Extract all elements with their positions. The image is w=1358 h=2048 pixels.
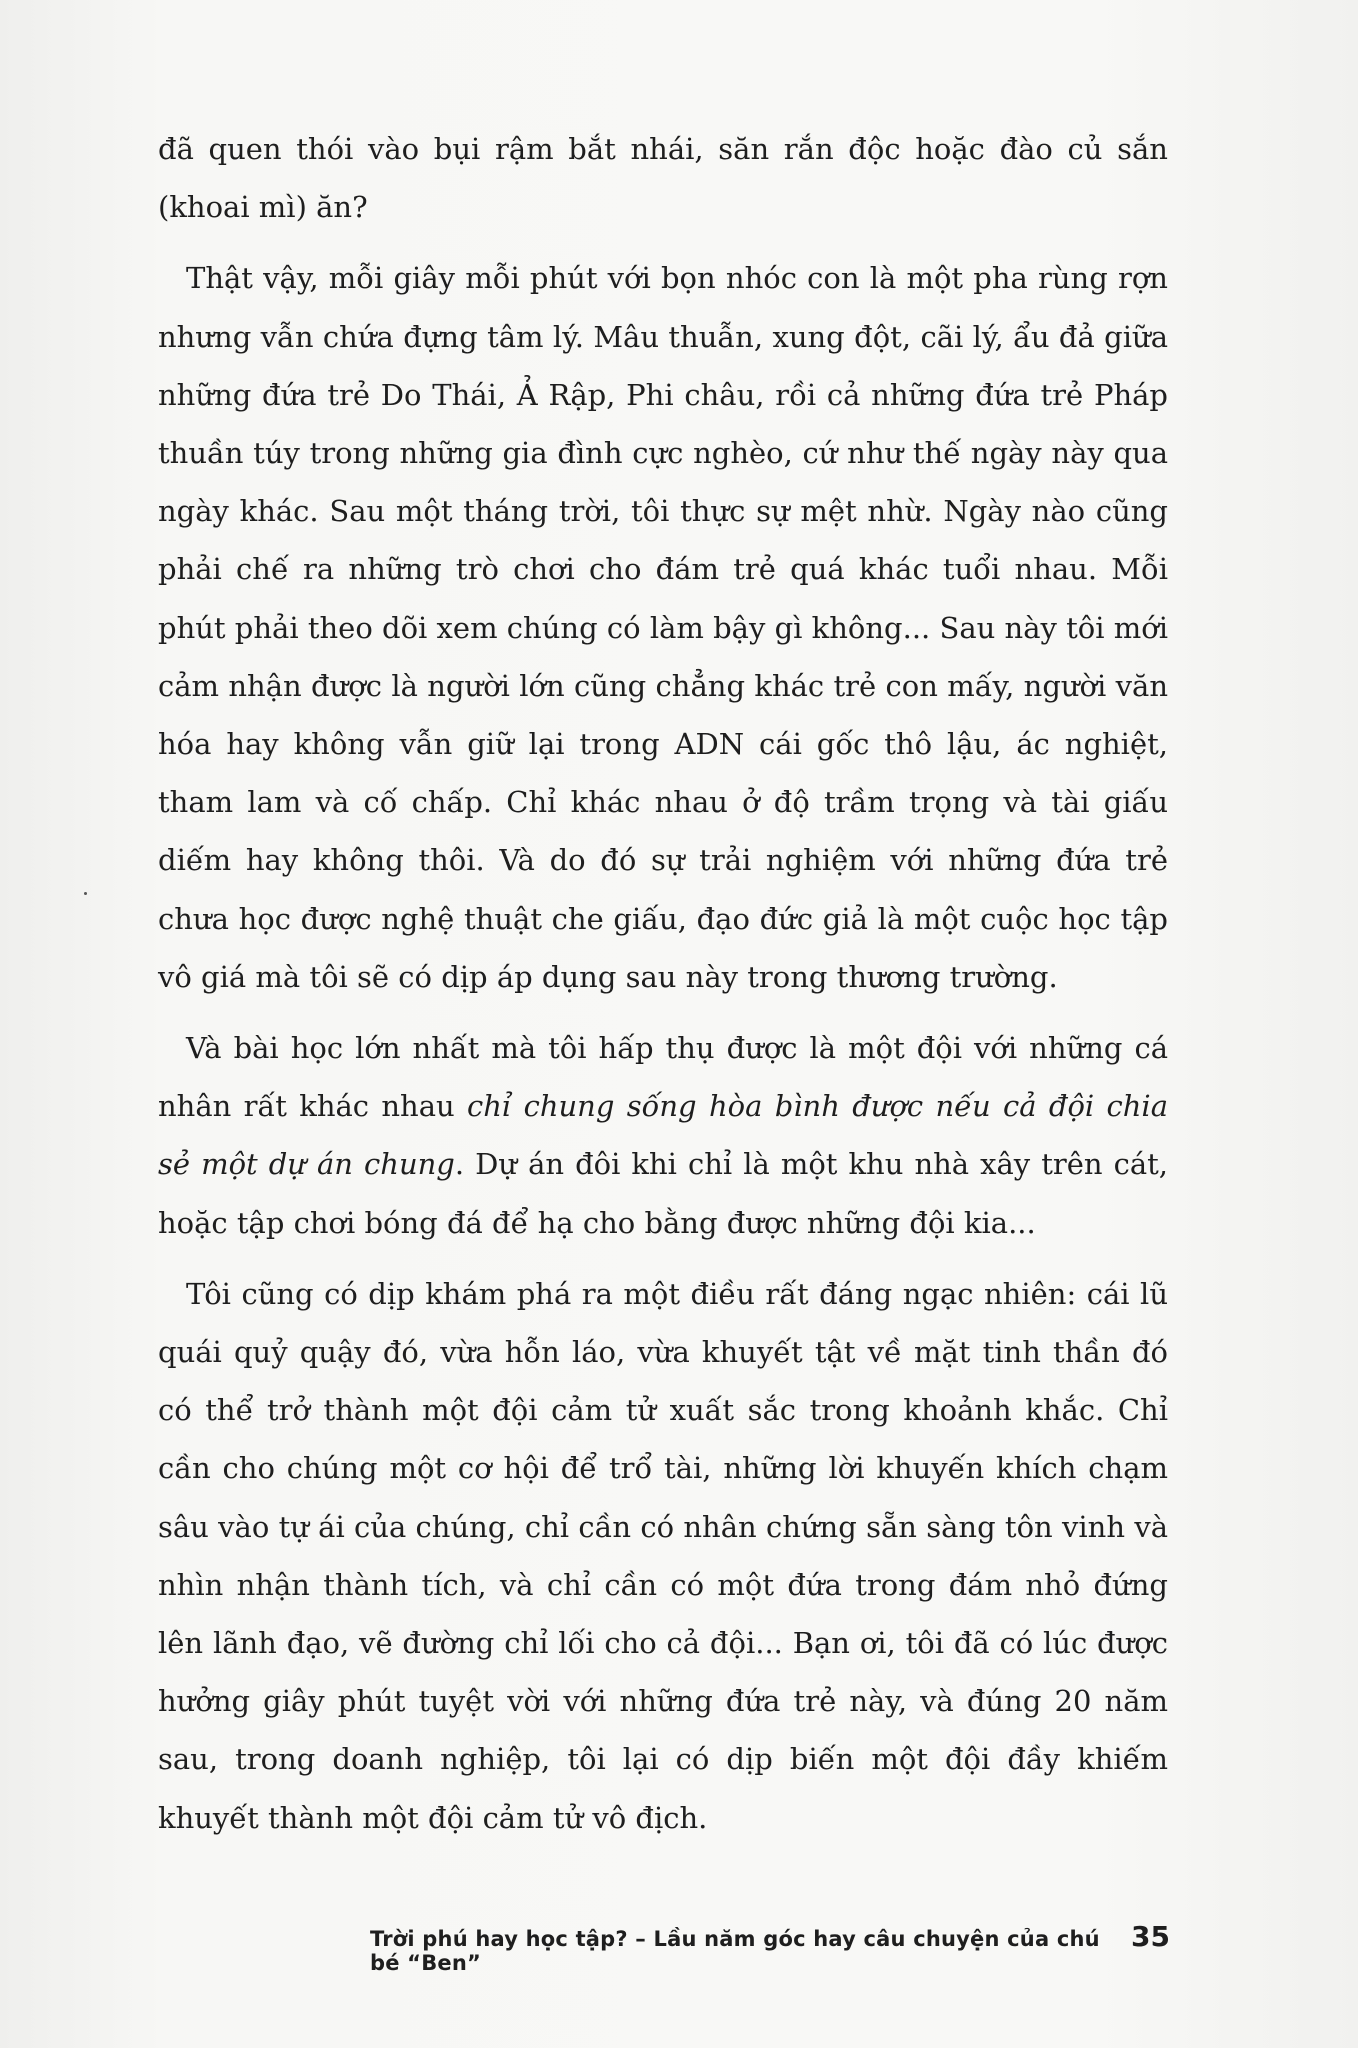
page-number: 35 (1131, 1920, 1170, 1953)
paragraph-3-emphasis: chỉ chung sống hòa bình được nếu cả đội chia sẻ một dự án chung (158, 1089, 1168, 1182)
page-footer (370, 1920, 1170, 1975)
running-head: Trời phú hay học tập? – Lầu năm góc hay câu chuyện của chú bé “Ben” (370, 1927, 1100, 1975)
paragraph-3 (158, 1019, 1168, 1252)
paragraph-2: Thật vậy, mỗi giây mỗi phút với bọn nhóc con là một pha rùng rợn nhưng vẫn chứa đựng tâm lý. Mâu thuẫn, xung đột, cãi lý, ẩu đả giữa những đứa trẻ Do Thái, Ả Rập, Phi châu, rồi cả những đứa trẻ Pháp thuần túy trong những gia đình cực nghèo, cứ như thế ngày này qua ngày khác. Sau một tháng trời, tôi thực sự mệt nhừ. Ngày nào cũng phải chế ra những trò chơi cho đám trẻ quá khác tuổi nhau. Mỗi phút phải theo dõi xem chúng có làm bậy gì không... Sau này tôi mới cảm nhận được là người lớn cũng chẳng khác trẻ con mấy, người văn hóa hay không vẫn giữ lại trong ADN cái gốc thô lậu, ác nghiệt, tham lam và cố chấp. Chỉ khác nhau ở độ trầm trọng và tài giấu diếm hay không thôi. Và do đó sự trải nghiệm với những đứa trẻ chưa học được nghệ thuật che giấu, đạo đức giả là một cuộc học tập vô giá mà tôi sẽ có dịp áp dụng sau này trong thương trường. (158, 261, 1168, 994)
paragraph-1: đã quen thói vào bụi rậm bắt nhái, săn rắn độc hoặc đào củ sắn (khoai mì) ăn? (158, 132, 1168, 225)
paragraph-4: Tôi cũng có dịp khám phá ra một điều rất đáng ngạc nhiên: cái lũ quái quỷ quậy đó, vừa hỗn láo, vừa khuyết tật về mặt tinh thần đó có thể trở thành một đội cảm tử xuất sắc trong khoảnh khắc. Chỉ cần cho chúng một cơ hội để trổ tài, những lời khuyến khích chạm sâu vào tự ái của chúng, chỉ cần có nhân chứng sẵn sàng tôn vinh và nhìn nhận thành tích, và chỉ cần có một đứa trong đám nhỏ đứng lên lãnh đạo, vẽ đường chỉ lối cho cả đội... Bạn ơi, tôi đã có lúc được hưởng giây phút tuyệt vời với những đứa trẻ này, và đúng 20 năm sau, trong doanh nghiệp, tôi lại có dịp biến một đội đầy khiếm khuyết thành một đội cảm tử vô địch. (158, 1276, 1168, 1835)
body-text (158, 120, 1168, 1860)
paragraph-3-start: Và bài học lớn nhất mà tôi hấp thụ được là một đội với những cá nhân rất khác nhau (158, 1031, 1168, 1124)
paragraph-3-end: . Dự án đôi khi chỉ là một khu nhà xây trên cát, hoặc tập chơi bóng đá để hạ cho bằng được những đội kia... (158, 1147, 1168, 1240)
page-speck (84, 892, 87, 895)
